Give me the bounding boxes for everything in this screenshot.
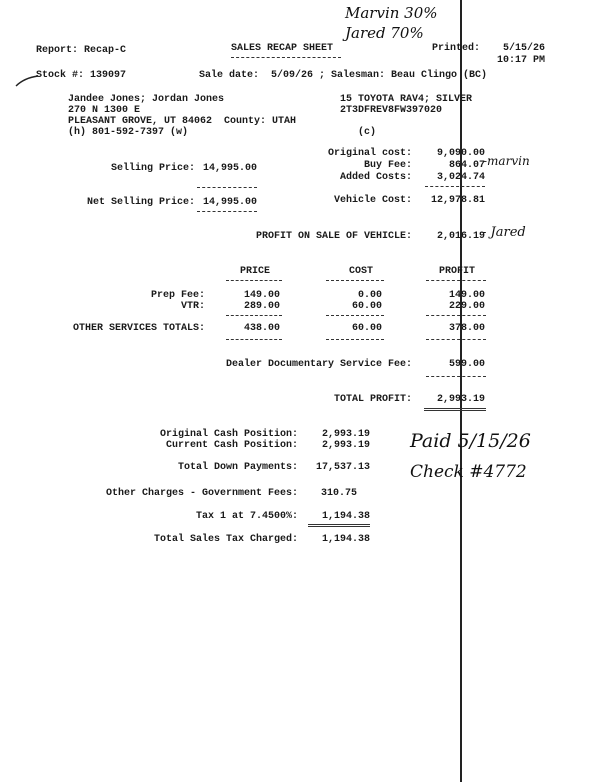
vehicle-cost-value: 12,978.81 (430, 195, 485, 206)
added-costs-label: Added Costs: (339, 172, 412, 183)
handwritten-split-marvin: Marvin 30% (345, 4, 438, 22)
totals-profit: 378.00 (448, 323, 485, 334)
price-header-rule (226, 280, 282, 281)
total-tax-value: 1,194.38 (321, 534, 370, 545)
totals-price: 438.00 (243, 323, 280, 334)
added-costs-value: 3,024.74 (436, 172, 485, 183)
total-profit-double-rule (424, 408, 486, 411)
net-selling-price-label: Net Selling Price: (86, 197, 195, 208)
row-price: 289.00 (243, 301, 280, 312)
row-profit: 149.00 (448, 290, 485, 301)
vehicle-description: 15 TOYOTA RAV4; SILVER (340, 94, 473, 105)
cost-total-rule (326, 315, 384, 316)
handwritten-profit-note: - Jared (482, 225, 526, 240)
row-label: Prep Fee: (150, 290, 205, 301)
other-charges-label: Other Charges - Government Fees: (105, 488, 298, 499)
original-cash-value: 2,993.19 (321, 429, 370, 440)
customer-names: Jandee Jones; Jordan Jones (68, 94, 225, 105)
sale-date-salesman: Sale date: 5/09/26 ; Salesman: Beau Clingo (BC) (199, 70, 488, 81)
price-bottom-rule (226, 339, 282, 340)
row-cost: 0.00 (357, 290, 382, 301)
totals-cost: 60.00 (351, 323, 382, 334)
row-price: 149.00 (243, 290, 280, 301)
profit-header-rule (426, 280, 486, 281)
selling-divider (197, 187, 257, 188)
price-total-rule (226, 315, 282, 316)
title-underline (231, 57, 341, 58)
total-profit-label: TOTAL PROFIT: (333, 394, 412, 405)
down-payments-label: Total Down Payments: (177, 462, 298, 473)
tax-double-rule (308, 524, 370, 527)
down-payments-value: 17,537.13 (315, 462, 370, 473)
total-tax-label: Total Sales Tax Charged: (153, 534, 298, 545)
row-cost: 60.00 (351, 301, 382, 312)
printed-label: Printed: (432, 43, 481, 54)
customer-city: PLEASANT GROVE, UT 84062 County: UTAH (68, 116, 297, 127)
selling-price-value: 14,995.00 (202, 163, 257, 174)
profit-on-sale-label: PROFIT ON SALE OF VEHICLE: (255, 231, 412, 242)
vehicle-vin: 2T3DFREV8FW397020 (340, 105, 443, 116)
tax1-value: 1,194.38 (321, 511, 370, 522)
printed-time: 10:17 PM (496, 55, 545, 66)
printed-date: 5/15/26 (502, 43, 545, 54)
handwritten-check: Check #4772 (410, 462, 527, 482)
original-cost-value: 9,090.00 (436, 148, 485, 159)
net-selling-underline (197, 211, 257, 212)
row-profit: 229.00 (448, 301, 485, 312)
buy-fee-value: 864.07 (448, 160, 485, 171)
doc-fee-value: 599.00 (448, 359, 485, 370)
vehicle-cost-label: Vehicle Cost: (333, 195, 412, 206)
selling-price-label: Selling Price: (110, 163, 195, 174)
profit-bottom-rule (426, 339, 486, 340)
customer-phone: (h) 801-592-7397 (w) (68, 127, 189, 138)
report-label: Report: Recap-C (36, 45, 127, 56)
original-cost-label: Original cost: (327, 148, 412, 159)
profit-on-sale-value: 2,016.19 (436, 231, 485, 242)
scan-vertical-line (460, 0, 462, 782)
customer-address: 270 N 1300 E (68, 105, 141, 116)
totals-label: OTHER SERVICES TOTALS: (72, 323, 205, 334)
tax1-label: Tax 1 at 7.4500%: (195, 511, 298, 522)
page-title: SALES RECAP SHEET (231, 43, 334, 54)
customer-cell: (c) (358, 127, 377, 138)
doc-fee-label: Dealer Documentary Service Fee: (225, 359, 412, 370)
cost-header-rule (326, 280, 384, 281)
current-cash-label: Current Cash Position: (165, 440, 298, 451)
handwritten-buyfee-note: -marvin (483, 154, 530, 168)
doc-fee-rule (426, 376, 486, 377)
profit-total-rule (426, 315, 486, 316)
cost-divider (425, 186, 485, 187)
col-price-header: PRICE (240, 266, 271, 277)
current-cash-value: 2,993.19 (321, 440, 370, 451)
col-profit-header: PROFIT (439, 266, 476, 277)
handwritten-paid: Paid 5/15/26 (410, 430, 531, 452)
total-profit-value: 2,993.19 (436, 394, 485, 405)
buy-fee-label: Buy Fee: (363, 160, 412, 171)
row-label: VTR: (180, 301, 205, 312)
cost-bottom-rule (326, 339, 384, 340)
stock-number: Stock #: 139097 (36, 70, 127, 81)
col-cost-header: COST (349, 266, 374, 277)
original-cash-label: Original Cash Position: (159, 429, 298, 440)
net-selling-price-value: 14,995.00 (202, 197, 257, 208)
handwritten-split-jared: Jared 70% (345, 24, 424, 42)
other-charges-value: 310.75 (320, 488, 357, 499)
